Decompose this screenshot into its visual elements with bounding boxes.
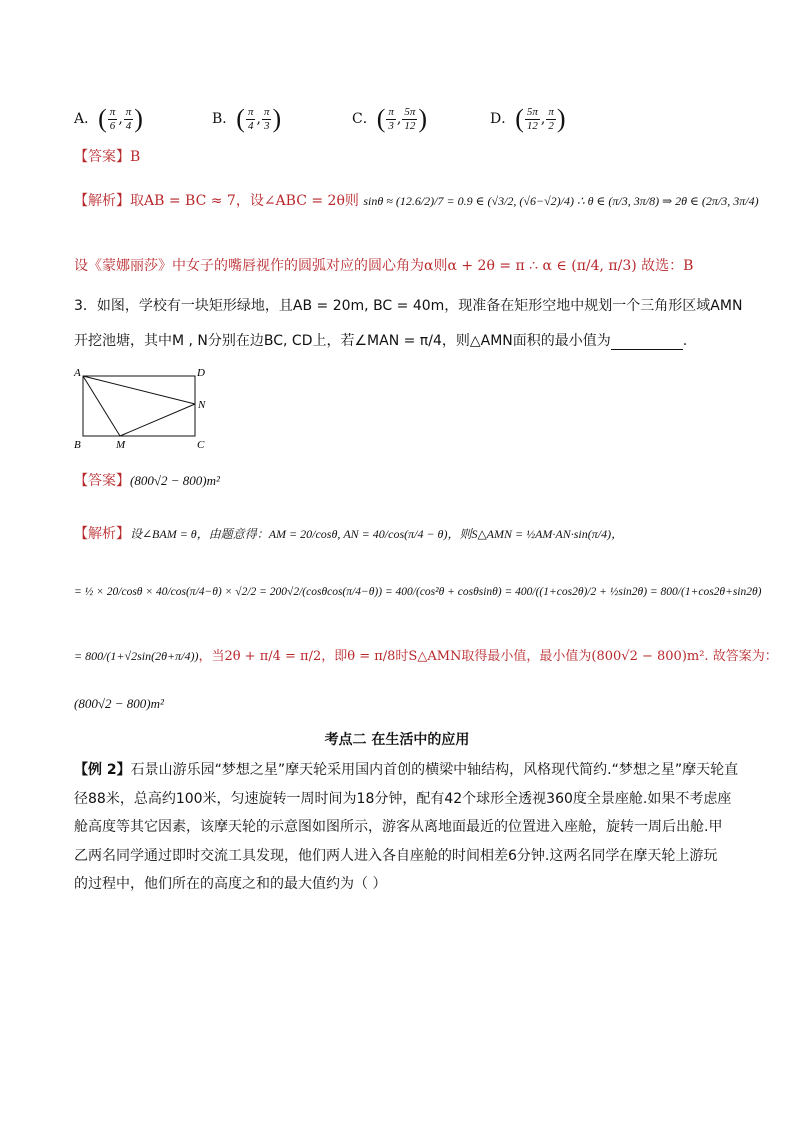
q2-answer: 【答案】B — [74, 149, 141, 165]
example-line1: 【例 2】石景山游乐园“梦想之星”摩天轮采用国内首创的横梁中轴结构，风格现代简约.“梦想之星”摩天轮直 — [74, 762, 739, 778]
option-a: A．( $\frac{\pi}{6}$ , $\frac{\pi}{4}$ ) — [74, 104, 143, 133]
q3-stem-line2: 开挖池塘，其中M , N分别在边BC, CD上，若∠MAN = π/4，则△AMN面积的最小值为 . — [74, 333, 688, 349]
label-b: B — [74, 439, 81, 451]
label-d: D — [197, 367, 205, 379]
segment-am — [83, 376, 120, 436]
q3-answer: 【答案】(800√2 − 800)m² — [74, 473, 220, 489]
label-a: A — [74, 367, 81, 379]
example-line4: 乙两名同学通过即时交流工具发现，他们两人进入各自座舱的时间相差6分钟.这两名同学在摩天轮上游玩 — [74, 848, 718, 864]
rectangle-abcd — [83, 376, 195, 436]
q3-analysis-line1: 【解析】设∠BAM = θ，由题意得：AM = 20/cosθ, AN = 40/cos(π/4 − θ)，则S△AMN = ½AM·AN·sin(π/4)， — [74, 526, 624, 542]
q2-analysis: 【解析】取AB = BC ≈ 7，设∠ABC = 2θ则 sinθ ≈ (12.6/2)/7 = 0.9 ∈ (√3/2, (√6−√2)/4) ∴ θ ∈ (π/3, 3π/8) ⇒ 2θ ∈ (2π/3, 3π/4) — [74, 193, 759, 209]
example-line2: 径88米，总高约100米，匀速旋转一周时间为18分钟，配有42个球形全透视360度全景座舱.如果不考虑座 — [74, 791, 732, 807]
q3-analysis-line2: = ½ × 20/cosθ × 40/cos(π/4−θ) × √2/2 = 200√2/(cosθcos(π/4−θ)) = 400/(cos²θ + cosθsinθ) = 400/((1+cos2θ)/2 + ½sin2θ) = 800/(1+cos2θ+sin2θ) — [74, 586, 762, 598]
label-n: N — [198, 399, 206, 411]
q3-analysis-line4: (800√2 − 800)m² — [74, 696, 164, 711]
example-line5: 的过程中，他们所在的高度之和的最大值约为（ ） — [74, 876, 387, 892]
label-m: M — [116, 439, 126, 451]
q3-stem-line1: 3．如图，学校有一块矩形绿地，且AB = 20m, BC = 40m，现准备在矩形空地中规划一个三角形区域AMN — [74, 298, 743, 314]
section-title: 考点二 在生活中的应用 — [324, 732, 470, 748]
q3-analysis-line3: = 800/(1+√2sin(2θ+π/4))，当2θ + π/4 = π/2，即θ = π/8时S△AMN取得最小值，最小值为(800√2 − 800)m². 故答案为： — [74, 649, 778, 664]
q2-analysis-conclusion: 设《蒙娜丽莎》中女子的嘴唇视作的圆弧对应的圆心角为α则α + 2θ = π ∴ α ∈ (π/4, π/3) 故选：B — [74, 258, 694, 274]
label-c: C — [197, 439, 205, 451]
answer-blank — [611, 335, 683, 350]
option-b: B．( $\frac{\pi}{4}$ , $\frac{\pi}{3}$ ) — [212, 104, 282, 133]
option-c: C．( $\frac{\pi}{3}$ , $\frac{5\pi}{12}$ ) — [352, 104, 428, 133]
segment-an — [83, 376, 195, 404]
option-d: D．( $\frac{5\pi}{12}$ , $\frac{\pi}{2}$ ) — [490, 104, 566, 133]
segment-mn — [120, 404, 195, 436]
rectangle-figure — [72, 366, 222, 452]
example-line3: 舱高度等其它因素，该摩天轮的示意图如图所示，游客从离地面最近的位置进入座舱，旋转一周后出舱.甲 — [74, 819, 723, 835]
